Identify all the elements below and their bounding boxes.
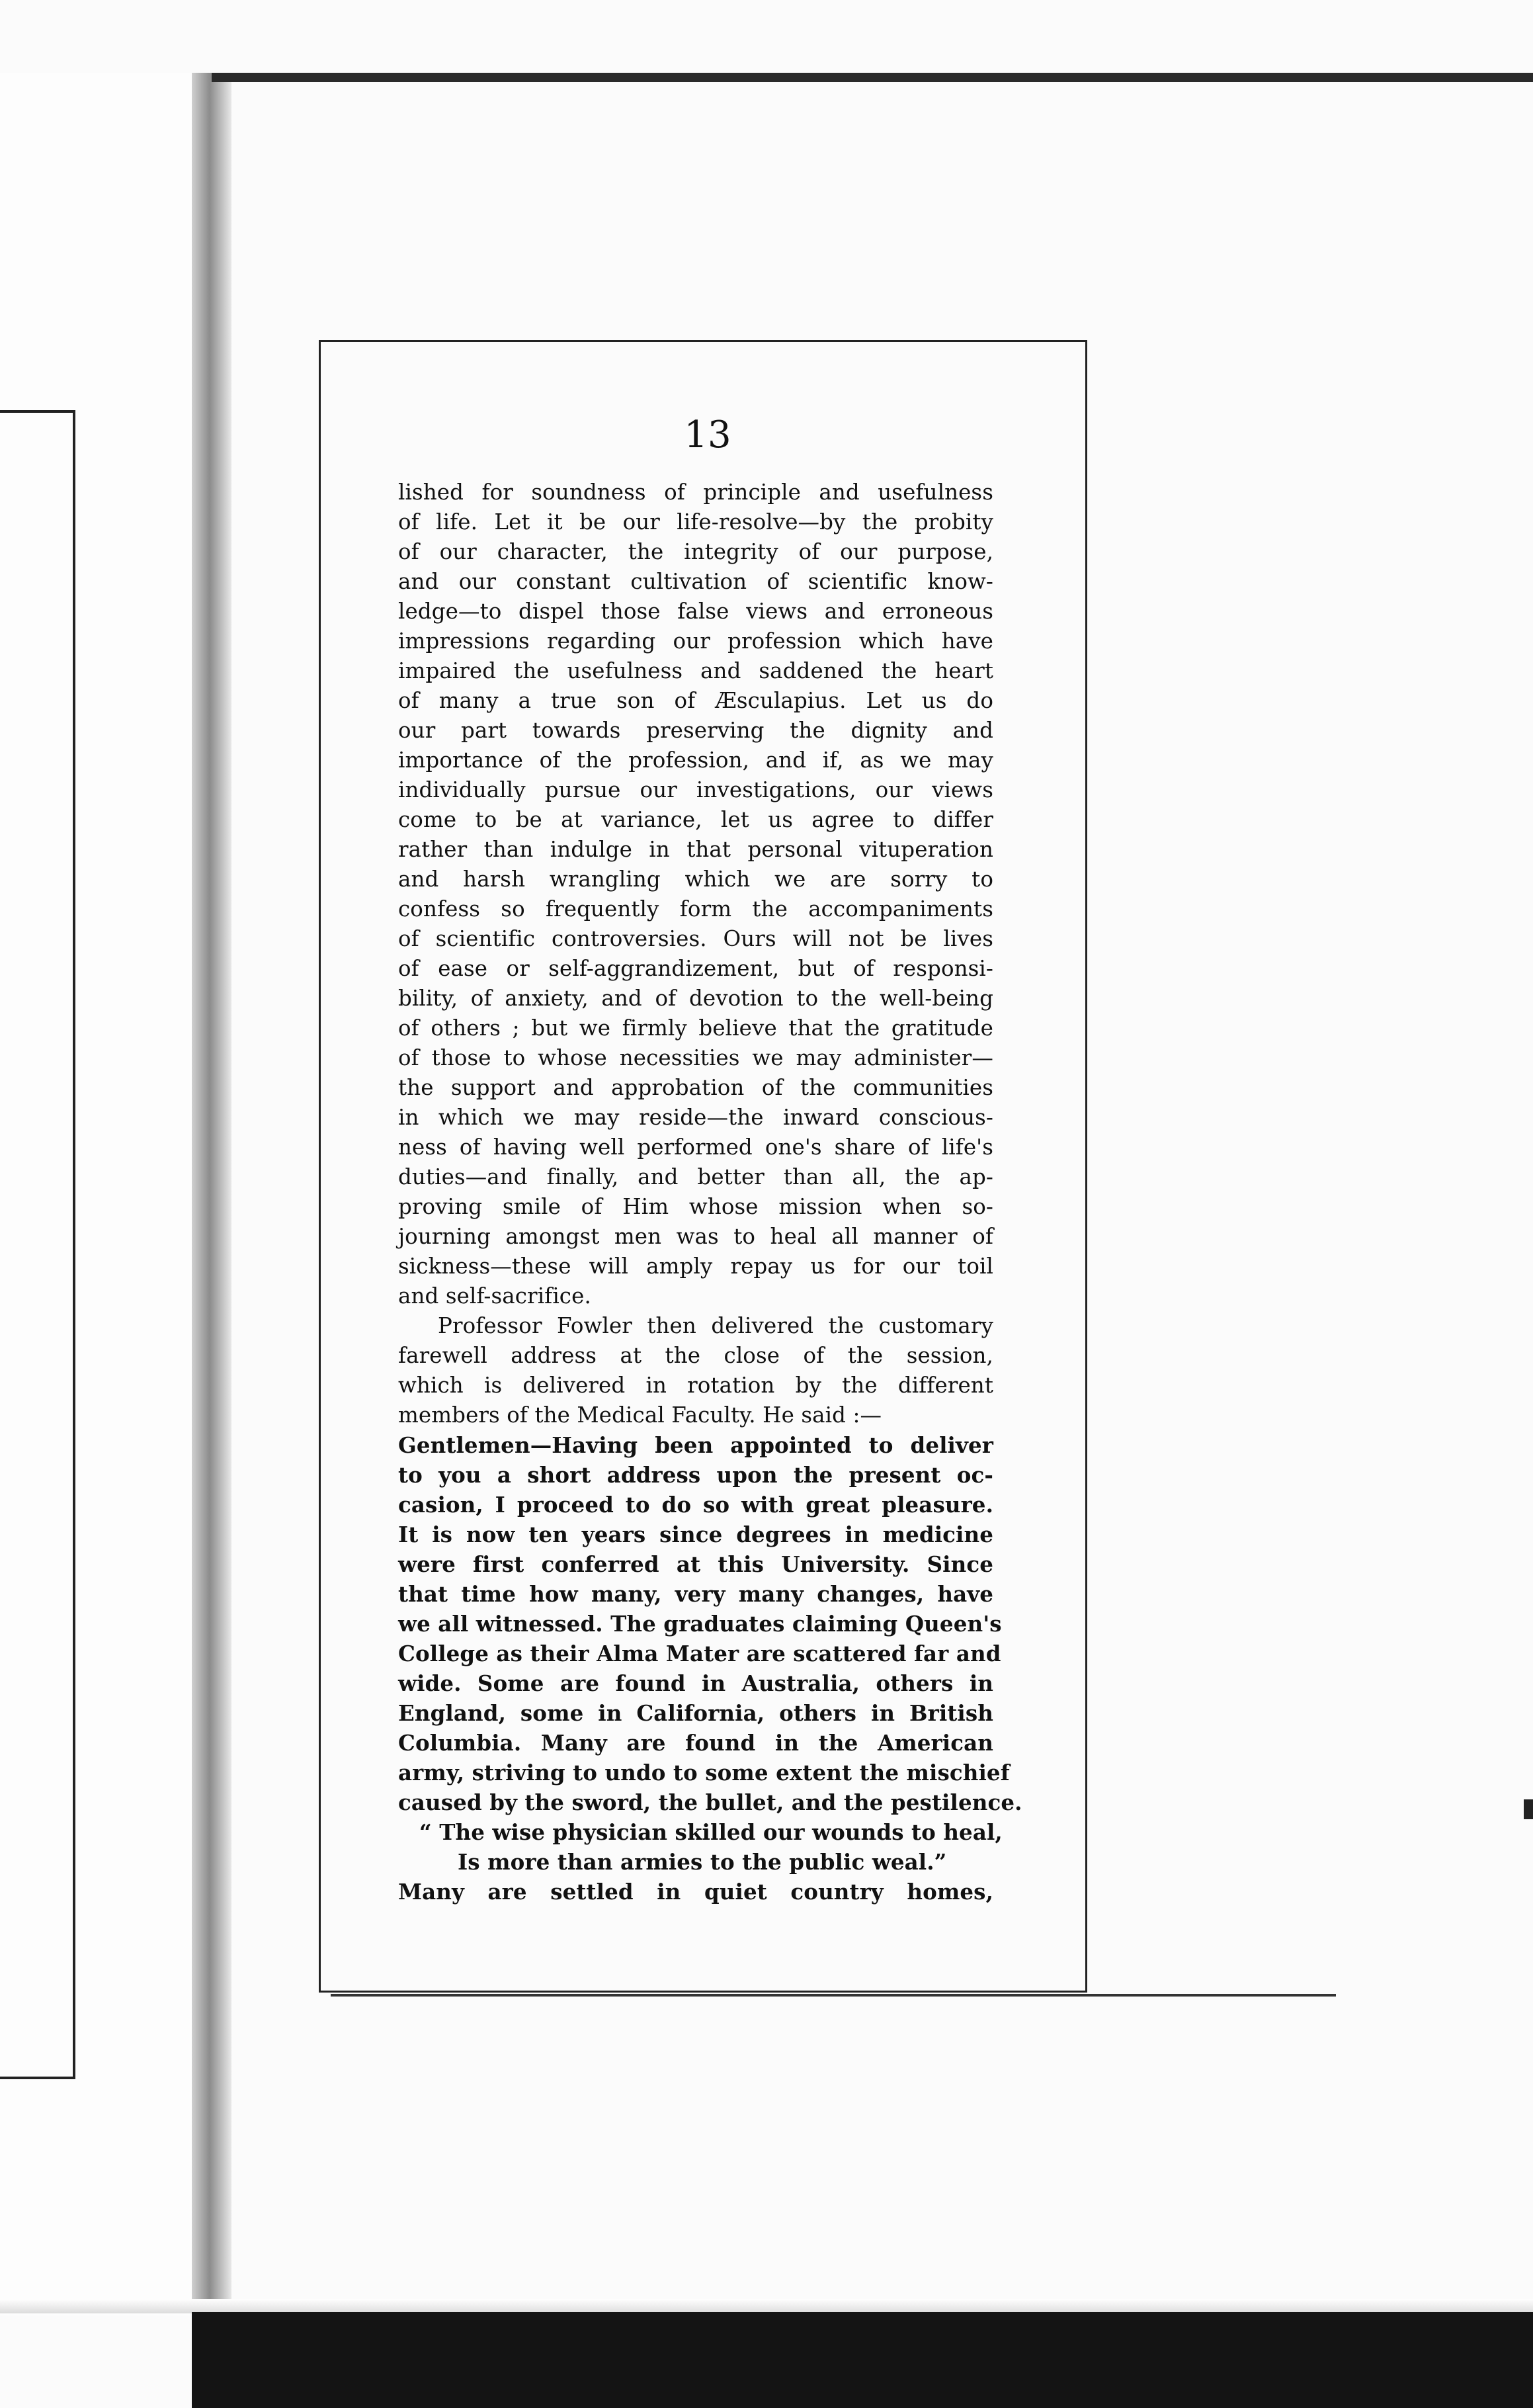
text-line: Many are settled in quiet country homes,: [398, 1879, 993, 1905]
text-line: England, some in California, others in British: [398, 1700, 993, 1726]
text-line: come to be at variance, let us agree to differ: [398, 807, 993, 832]
quote-line: Is more than armies to the public weal.”: [458, 1849, 947, 1875]
text-line: our part towards preserving the dignity and: [398, 718, 993, 743]
text-line: impressions regarding our profession which have: [398, 628, 993, 654]
text-line: Professor Fowler then delivered the customary: [438, 1313, 993, 1338]
text-line: of others ; but we firmly believe that the gratitude: [398, 1015, 993, 1041]
text-column: [398, 478, 1022, 1907]
text-line: bility, of anxiety, and of devotion to the well-being: [398, 986, 993, 1011]
quote-line: “ The wise physician skilled our wounds to heal,: [419, 1819, 1003, 1845]
text-line: farewell address at the close of the session,: [398, 1343, 993, 1368]
text-line: importance of the profession, and if, as we may: [398, 748, 993, 773]
text-line: of those to whose necessities we may administer—: [398, 1045, 993, 1070]
page-bottom-fade: [0, 2299, 1533, 2313]
page-bottom-edge: [192, 2312, 1533, 2408]
text-line: lished for soundness of principle and usefulness: [398, 480, 993, 505]
text-line: caused by the sword, the bullet, and the pestilence.: [398, 1789, 1022, 1815]
text-line: wide. Some are found in Australia, others in: [398, 1670, 993, 1696]
paragraph-3: [398, 1430, 1022, 1817]
text-line: and harsh wrangling which we are sorry to: [398, 867, 993, 892]
facing-page-frame: [0, 410, 75, 2079]
closing-line: [398, 1877, 993, 1907]
text-line: in which we may reside—the inward conscious-: [398, 1105, 993, 1130]
text-line: and self-sacrifice.: [398, 1283, 591, 1309]
text-line: we all witnessed. The graduates claiming Queen's: [398, 1611, 1002, 1637]
text-line: casion, I proceed to do so with great pleasure.: [398, 1492, 993, 1518]
text-line: of ease or self-aggrandizement, but of responsi-: [398, 956, 993, 981]
facing-page: [0, 73, 192, 2315]
text-line: ledge—to dispel those false views and erroneous: [398, 599, 993, 624]
text-line: that time how many, very many changes, have: [398, 1581, 993, 1607]
paragraph-2: [398, 1311, 993, 1430]
text-line: which is delivered in rotation by the different: [398, 1373, 993, 1398]
text-line: of many a true son of Æsculapius. Let us do: [398, 688, 993, 713]
text-line: members of the Medical Faculty. He said :—: [398, 1402, 882, 1428]
text-line: of scientific controversies. Ours will not be lives: [398, 926, 993, 951]
text-line: the support and approbation of the communities: [398, 1075, 993, 1100]
text-line: College as their Alma Mater are scattered far and: [398, 1641, 1001, 1666]
text-line: to you a short address upon the present oc-: [398, 1462, 993, 1488]
text-line: impaired the usefulness and saddened the heart: [398, 658, 993, 683]
text-line: were first conferred at this University. Since: [398, 1551, 993, 1577]
text-line: army, striving to undo to some extent the mischief: [398, 1760, 1010, 1785]
text-line: It is now ten years since degrees in medicine: [398, 1522, 993, 1547]
text-line: duties—and finally, and better than all, the ap-: [398, 1164, 993, 1189]
paragraph-1: [398, 478, 993, 1311]
text-line: Columbia. Many are found in the American: [398, 1730, 993, 1756]
book-gutter-shadow: [192, 73, 231, 2315]
text-line: of our character, the integrity of our purpose,: [398, 539, 993, 564]
text-line: proving smile of Him whose mission when so-: [398, 1194, 993, 1219]
text-line: ness of having well performed one's share of life's: [398, 1135, 993, 1160]
page-number: 13: [684, 413, 731, 456]
text-line: confess so frequently form the accompaniments: [398, 896, 993, 922]
text-line: sickness—these will amply repay us for our toil: [398, 1254, 993, 1279]
verse-quote: [398, 1817, 1003, 1877]
page-top-edge: [212, 73, 1533, 82]
frame-bottom-rule: [331, 1994, 1336, 1997]
text-line: Gentlemen—Having been appointed to deliver: [398, 1432, 993, 1458]
text-line: journing amongst men was to heal all manner of: [398, 1224, 993, 1249]
text-line: of life. Let it be our life-resolve—by the probity: [398, 509, 993, 535]
edge-mark: [1524, 1799, 1533, 1819]
text-line: and our constant cultivation of scientific know-: [398, 569, 993, 594]
text-line: rather than indulge in that personal vituperation: [398, 837, 993, 862]
text-line: individually pursue our investigations, our views: [398, 777, 993, 802]
